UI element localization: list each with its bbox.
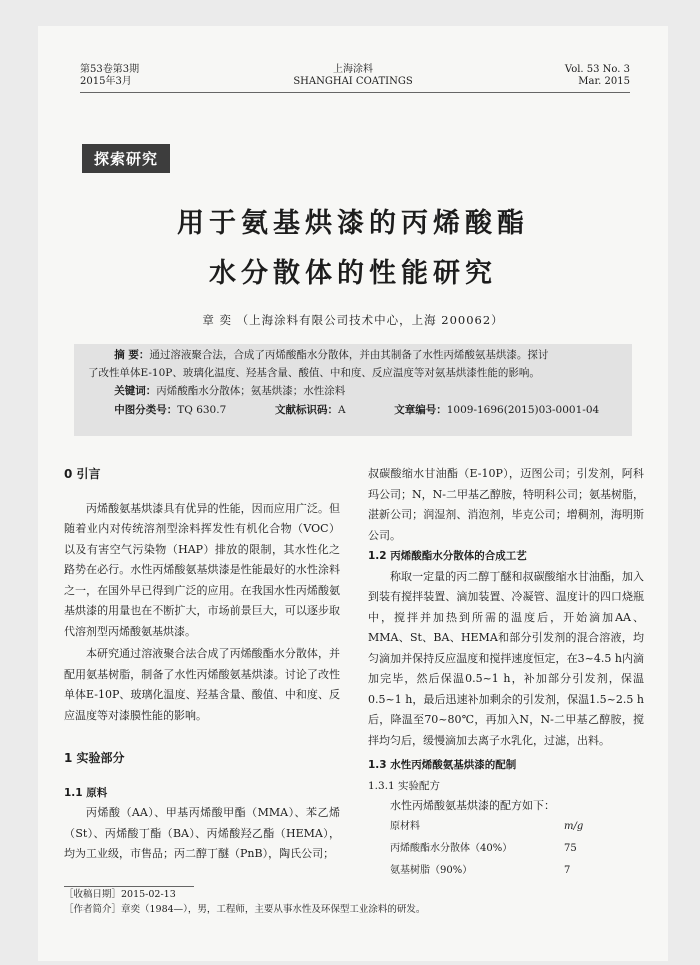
synthesis-paragraph: 称取一定量的丙二醇丁醚和叔碳酸缩水甘油酯，加入到装有搅拌装置、滴加装置、冷凝管、温度计的四口烧瓶中，搅拌并加热到所需的温度后，开始滴加AA、MMA、St、BA、HEMA和部分引发剂的混合溶液，均匀滴加并保持反应温度和搅拌速度恒定，在3~4.5 h内滴加完毕，然后保温0.5~1 h，补加部分引发剂，保温0.5~1 h，最后迅速补加剩余的引发剂，保温1.5~2.5 h后，降温至70~80℃，再加入N，N-二甲基乙醇胺，搅拌均匀后，缓慢滴加去离子水乳化，过滤，出料。 xyxy=(368,569,644,747)
left-column xyxy=(64,464,340,865)
recipe-header-material: 原材料 xyxy=(390,821,420,833)
footnote-rule xyxy=(64,886,194,887)
classification-line xyxy=(88,402,618,419)
doc-code-value: A xyxy=(337,404,346,416)
heading-introduction: 0 引言 xyxy=(64,467,101,481)
recipe-mass: 7 xyxy=(564,865,571,877)
clc-label: 中图分类号： xyxy=(114,404,178,416)
article-no-value: 1009-1696(2015)03-0001-04 xyxy=(446,404,600,416)
journal-cn: 上海涂料 xyxy=(333,64,373,75)
abstract-line-1 xyxy=(88,347,618,364)
abstract-box xyxy=(74,344,632,436)
abstract-label: 摘 要： xyxy=(114,349,150,361)
journal-en: SHANGHAI COATINGS xyxy=(293,76,413,87)
recipe-material: 丙烯酸酯水分散体（40%） xyxy=(390,843,513,855)
materials-paragraph: 丙烯酸（AA）、甲基丙烯酸甲酯（MMA）、苯乙烯（St）、丙烯酸丁酯（BA）、丙烯酸羟乙酯（HEMA），均为工业级，市售品；丙二醇丁醚（PnB），陶氏公司； xyxy=(64,806,340,860)
abstract-text-1: 通过溶液聚合法，合成了丙烯酸酯水分散体，并由其制备了水性丙烯酸氨基烘漆。探讨 xyxy=(149,349,549,361)
recipe-table xyxy=(368,817,644,883)
title-line-1: 用于氨基烘漆的丙烯酸酯 xyxy=(177,208,529,239)
header-rule xyxy=(80,92,630,93)
volume-cn: 第53卷第3期 xyxy=(80,64,140,75)
keywords-label: 关键词： xyxy=(114,385,157,397)
formula-intro: 水性丙烯酸氨基烘漆的配方如下： xyxy=(390,799,555,812)
keywords-line xyxy=(88,383,618,400)
title-line-2: 水分散体的性能研究 xyxy=(209,258,497,289)
article-no-label: 文章编号： xyxy=(394,404,447,416)
date-cn: 2015年3月 xyxy=(80,76,132,87)
abstract-line-2: 了改性单体E-10P、玻璃化温度、羟基含量、酸值、中和度、反应温度等对氨基烘漆性能的影响。 xyxy=(88,367,540,379)
clc-value: TQ 630.7 xyxy=(177,404,227,416)
author-line: 章 奕 （上海涂料有限公司技术中心，上海 200062） xyxy=(202,313,504,327)
intro-paragraph-2: 本研究通过溶液聚合法合成了丙烯酸酯水分散体，并配用氨基树脂，制备了水性丙烯酸氨基烘漆。讨论了改性单体E-10P、玻璃化温度、羟基含量、酸值、中和度、反应温度等对漆膜性能的影响。 xyxy=(64,647,340,722)
intro-paragraph-1: 丙烯酸氨基烘漆具有优异的性能，因而应用广泛。但随着业内对传统溶剂型涂料挥发性有机化合物（VOC）以及有害空气污染物（HAP）排放的限制，其水性化之路势在必行。水性丙烯酸氨基烘漆是性能最好的水性涂料之一，在国外早已得到广泛的应用。在我国水性丙烯酸氨基烘漆的用量也在不断扩大，市场前景巨大，可以逐步取代溶剂型丙烯酸氨基烘漆。 xyxy=(64,501,340,638)
recipe-material: 氨基树脂（90%） xyxy=(390,865,473,877)
right-column xyxy=(368,464,644,883)
doc-code-label: 文献标识码： xyxy=(274,404,338,416)
keywords: 丙烯酸酯水分散体；氨基烘漆；水性涂料 xyxy=(156,385,346,397)
heading-experimental: 1 实验部分 xyxy=(64,751,125,765)
table-row xyxy=(368,839,644,861)
footnote-received: ［收稿日期］2015-02-13 xyxy=(64,889,176,900)
recipe-header-row xyxy=(368,817,644,839)
recipe-header-mass: m/g xyxy=(564,821,584,833)
heading-coating-prep: 1.3 水性丙烯酸氨基烘漆的配制 xyxy=(368,759,517,771)
header-right xyxy=(565,64,630,88)
table-row xyxy=(368,861,644,883)
heading-materials: 1.1 原料 xyxy=(64,786,108,799)
section-tag: 探索研究 xyxy=(82,144,170,173)
heading-synthesis: 1.2 丙烯酸酯水分散体的合成工艺 xyxy=(368,550,527,562)
date-en: Mar. 2015 xyxy=(578,76,630,87)
recipe-mass: 75 xyxy=(564,843,577,855)
heading-formula: 1.3.1 实验配方 xyxy=(368,779,441,792)
footnote-author-bio: ［作者简介］章奕（1984—），男，工程师，主要从事水性及环保型工业涂料的研发。 xyxy=(64,904,426,915)
volume-en: Vol. 53 No. 3 xyxy=(564,64,630,75)
paper-page xyxy=(38,26,668,961)
materials-continued: 叔碳酸缩水甘油酯（E-10P），迈图公司；引发剂，阿科玛公司；N，N-二甲基乙醇胺，特明科公司；氨基树脂，湛新公司；润湿剂、消泡剂，毕克公司；增稠剂，海明斯公司。 xyxy=(368,467,644,542)
